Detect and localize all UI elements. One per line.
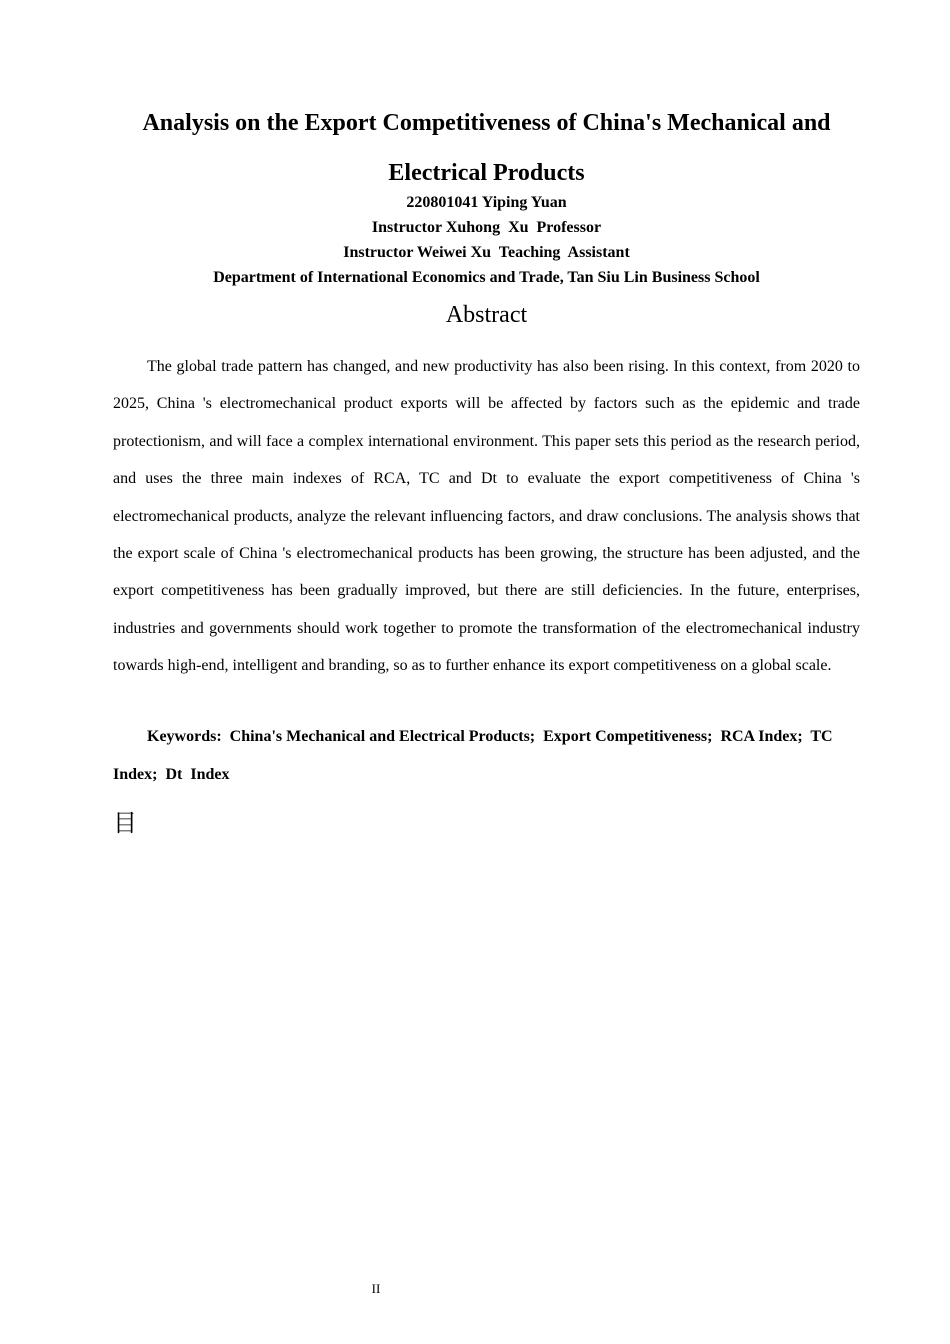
- abstract-heading: Abstract: [445, 302, 528, 328]
- instructor-line-2: Instructor Weiwei Xu Teaching Assistant: [343, 244, 630, 261]
- author-block: [113, 190, 860, 290]
- instructor-line-1: Instructor Xuhong Xu Professor: [371, 219, 602, 236]
- abstract-body: The global trade pattern has changed, and new productivity has also been rising. In this context, from 2020 to 2025, China 's electromechanical product exports will be affected by factors such as the epidemic and trade protectionism, and will face a complex international environment. This paper sets this period as the research period, and uses the three main indexes of RCA, TC and Dt to evaluate the export competitiveness of China 's electromechanical products, analyze the relevant influencing factors, and draw conclusions. The analysis shows that the export scale of China 's electromechanical products has been growing, the structure has been adjusted, and the export competitiveness has been gradually improved, but there are still deficiencies. In the future, enterprises, industries and governments should work together to promote the transformation of the electromechanical industry towards high-end, intelligent and branding, so as to further enhance its export competitiveness on a global scale.: [113, 358, 860, 675]
- paper-title: Analysis on the Export Competitiveness of China's Mechanical and Electrical Products: [142, 110, 831, 186]
- page-number: II: [371, 1281, 381, 1296]
- student-id-name: 220801041 Yiping Yuan: [406, 194, 567, 211]
- department-line: Department of International Economics and Trade, Tan Siu Lin Business School: [213, 269, 760, 286]
- keywords-line: Keywords: China's Mechanical and Electrical Products; Export Competitiveness; RCA Index; TC Index; Dt Index: [113, 728, 837, 783]
- toc-heading-fragment: 目: [113, 809, 137, 837]
